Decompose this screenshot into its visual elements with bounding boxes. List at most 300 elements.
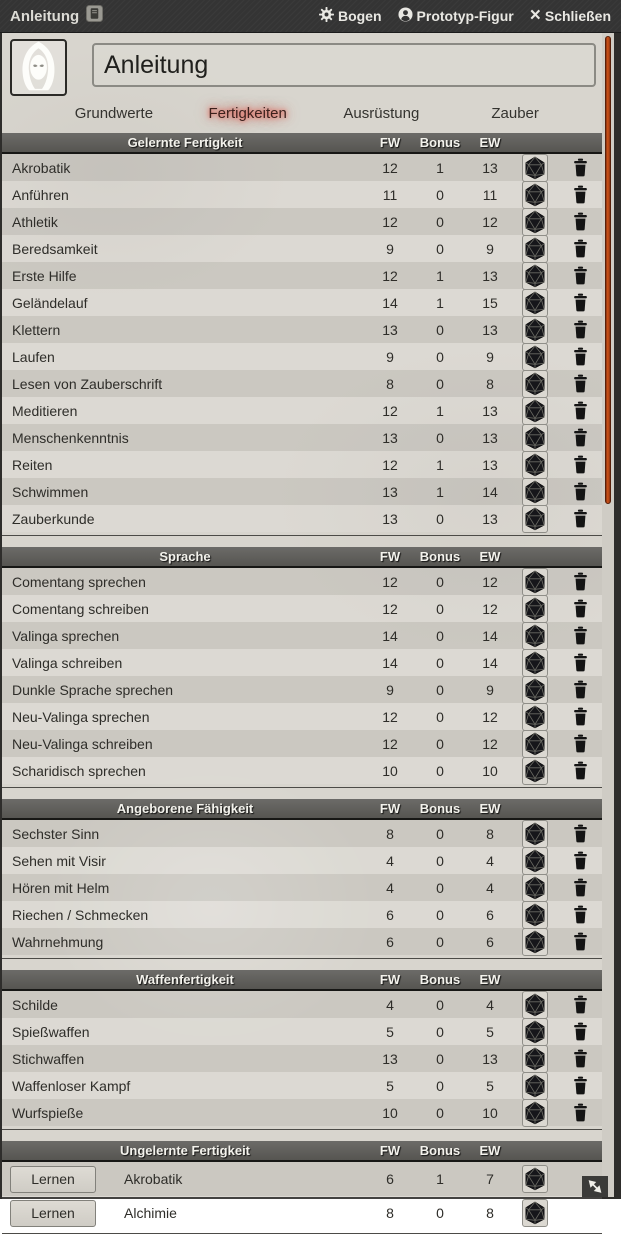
column-header-bonus: Bonus [419, 549, 461, 564]
skill-name: Spießwaffen [12, 1023, 90, 1040]
gear-icon [319, 7, 334, 25]
dice-cell [512, 1018, 558, 1046]
dice-cell [512, 757, 558, 785]
tab-grundwerte[interactable]: Grundwerte [74, 105, 154, 122]
section-title: Ungelernte Fertigkeit [119, 1143, 251, 1158]
skill-ew-value: 15 [482, 294, 498, 311]
delete-skill-button[interactable] [572, 266, 589, 285]
roll-dice-button[interactable] [522, 289, 548, 317]
roll-dice-button[interactable] [522, 676, 548, 704]
dice-cell [512, 703, 558, 731]
roll-dice-button[interactable] [522, 622, 548, 650]
delete-skill-button[interactable] [572, 239, 589, 258]
skill-name: Schilde [12, 996, 58, 1013]
skill-name: Valinga schreiben [12, 654, 123, 671]
trash-cell [558, 320, 602, 339]
dice-cell [512, 874, 558, 902]
dice-cell [512, 262, 558, 290]
delete-skill-button[interactable] [572, 401, 589, 420]
trash-cell [558, 653, 602, 672]
delete-skill-button[interactable] [572, 1049, 589, 1068]
skill-ew-value: 13 [482, 456, 498, 473]
trash-icon [572, 1049, 589, 1068]
delete-skill-button[interactable] [572, 347, 589, 366]
dice-cell [512, 370, 558, 398]
skill-ew-value: 6 [486, 906, 494, 923]
skill-row [2, 1196, 602, 1230]
skill-fw-value: 10 [382, 762, 398, 779]
trash-icon [572, 905, 589, 924]
d20-dice-icon [524, 822, 546, 846]
skill-fw-value: 11 [382, 186, 398, 203]
delete-skill-button[interactable] [572, 707, 589, 726]
column-header-fw: FW [379, 549, 401, 564]
roll-dice-button[interactable] [522, 505, 548, 533]
trash-cell [558, 626, 602, 645]
dice-cell [512, 730, 558, 758]
d20-dice-icon [524, 345, 546, 369]
roll-dice-button[interactable] [522, 181, 548, 209]
trash-cell [558, 932, 602, 951]
skill-bonus-value: 0 [436, 600, 444, 617]
skill-row [2, 991, 602, 1018]
skill-bonus-value: 0 [436, 708, 444, 725]
trash-icon [572, 401, 589, 420]
tab-fertigkeiten[interactable]: Fertigkeiten [208, 105, 287, 122]
roll-dice-button[interactable] [522, 1199, 548, 1227]
roll-dice-button[interactable] [522, 595, 548, 623]
skill-bonus-value: 1 [436, 402, 444, 419]
roll-dice-button[interactable] [522, 235, 548, 263]
delete-skill-button[interactable] [572, 851, 589, 870]
trash-cell [558, 851, 602, 870]
d20-dice-icon [524, 930, 546, 954]
dice-cell [512, 343, 558, 371]
d20-dice-icon [524, 1167, 546, 1191]
dice-cell [512, 451, 558, 479]
delete-skill-button[interactable] [572, 878, 589, 897]
delete-skill-button[interactable] [572, 482, 589, 501]
trash-cell [558, 266, 602, 285]
learn-skill-button[interactable]: Lernen [10, 1200, 96, 1227]
skill-fw-value: 6 [386, 1171, 394, 1187]
skill-bonus-value: 0 [436, 1077, 444, 1094]
trash-cell [558, 293, 602, 312]
skill-bonus-value: 0 [436, 825, 444, 842]
trash-icon [572, 626, 589, 645]
delete-skill-button[interactable] [572, 680, 589, 699]
roll-dice-button[interactable] [522, 154, 548, 182]
close-icon: × [529, 5, 541, 26]
d20-dice-icon [524, 480, 546, 504]
skill-bonus-value: 1 [436, 267, 444, 284]
roll-dice-button[interactable] [522, 1099, 548, 1127]
skill-row [2, 874, 602, 901]
d20-dice-icon [524, 156, 546, 180]
dice-cell [512, 568, 558, 596]
d20-dice-icon [524, 1020, 546, 1044]
delete-skill-button[interactable] [572, 905, 589, 924]
dice-cell [512, 1165, 558, 1193]
skill-bonus-value: 0 [436, 735, 444, 752]
skill-ew-value: 12 [482, 213, 498, 230]
column-header-ew: EW [479, 801, 501, 816]
close-button[interactable] [529, 5, 611, 26]
skill-bonus-value: 0 [436, 510, 444, 527]
skill-ew-value: 4 [486, 879, 494, 896]
skill-row [2, 208, 602, 235]
trash-icon [572, 932, 589, 951]
delete-skill-button[interactable] [572, 824, 589, 843]
skill-name: Alchimie [124, 1205, 177, 1221]
trash-cell [558, 572, 602, 591]
person-icon [398, 7, 413, 25]
roll-dice-button[interactable] [522, 343, 548, 371]
skill-row [2, 397, 602, 424]
roll-dice-button[interactable] [522, 397, 548, 425]
delete-skill-button[interactable] [572, 734, 589, 753]
roll-dice-button[interactable] [522, 820, 548, 848]
roll-dice-button[interactable] [522, 1072, 548, 1100]
trash-cell [558, 680, 602, 699]
skill-ew-value: 13 [482, 429, 498, 446]
skill-fw-value: 9 [386, 681, 394, 698]
d20-dice-icon [524, 372, 546, 396]
skill-bonus-value: 0 [436, 681, 444, 698]
section-header [2, 133, 602, 154]
trash-icon [572, 1103, 589, 1122]
skill-bonus-value: 0 [436, 321, 444, 338]
trash-icon [572, 653, 589, 672]
delete-skill-button[interactable] [572, 761, 589, 780]
skill-row [2, 1018, 602, 1045]
roll-dice-button[interactable] [522, 1018, 548, 1046]
skill-fw-value: 14 [382, 294, 398, 311]
roll-dice-button[interactable] [522, 757, 548, 785]
trash-icon [572, 599, 589, 618]
skill-name: Schwimmen [12, 483, 89, 500]
skill-row [2, 1072, 602, 1099]
skill-name: Lesen von Zauberschrift [12, 375, 163, 392]
dice-cell [512, 505, 558, 533]
d20-dice-icon [524, 237, 546, 261]
skill-bonus-value: 1 [436, 159, 444, 176]
skill-fw-value: 10 [382, 1104, 398, 1121]
sheet-button[interactable] [319, 7, 382, 25]
skill-ew-value: 14 [482, 654, 498, 671]
skill-fw-value: 5 [386, 1077, 394, 1094]
trash-icon [572, 1076, 589, 1095]
delete-skill-button[interactable] [572, 374, 589, 393]
dice-cell [512, 1199, 558, 1227]
skill-name: Meditieren [12, 402, 78, 419]
trash-cell [558, 1049, 602, 1068]
roll-dice-button[interactable] [522, 370, 548, 398]
dice-cell [512, 649, 558, 677]
d20-dice-icon [524, 453, 546, 477]
delete-skill-button[interactable] [572, 1022, 589, 1041]
skill-name: Reiten [12, 456, 53, 473]
column-header-bonus: Bonus [419, 1143, 461, 1158]
skill-fw-value: 13 [382, 429, 398, 446]
roll-dice-button[interactable] [522, 703, 548, 731]
skill-name: Scharidisch sprechen [12, 762, 146, 779]
avatar[interactable] [10, 39, 67, 96]
skill-row [2, 343, 602, 370]
roll-dice-button[interactable] [522, 208, 548, 236]
skill-row [2, 505, 602, 532]
delete-skill-button[interactable] [572, 320, 589, 339]
skill-bonus-value: 0 [436, 348, 444, 365]
delete-skill-button[interactable] [572, 212, 589, 231]
trash-cell [558, 995, 602, 1014]
skill-row [2, 928, 602, 955]
column-header-ew: EW [479, 135, 501, 150]
trash-icon [572, 1022, 589, 1041]
skill-ew-value: 8 [486, 1205, 494, 1221]
skill-fw-value: 12 [382, 159, 398, 176]
skill-ew-value: 8 [486, 375, 494, 392]
trash-icon [572, 212, 589, 231]
trash-icon [572, 995, 589, 1014]
skill-ew-value: 5 [486, 1077, 494, 1094]
d20-dice-icon [524, 318, 546, 342]
roll-dice-button[interactable] [522, 1045, 548, 1073]
skill-name: Sechster Sinn [12, 825, 100, 842]
skill-row [2, 730, 602, 757]
section-divider [2, 958, 602, 959]
delete-skill-button[interactable] [572, 653, 589, 672]
trash-icon [572, 428, 589, 447]
skill-fw-value: 5 [386, 1023, 394, 1040]
skill-name: Riechen / Schmecken [12, 906, 149, 923]
roll-dice-button[interactable] [522, 730, 548, 758]
section-header [2, 970, 602, 991]
skill-fw-value: 12 [382, 402, 398, 419]
d20-dice-icon [524, 1101, 546, 1125]
skill-bonus-value: 0 [436, 573, 444, 590]
trash-cell [558, 824, 602, 843]
sheet-content [2, 33, 602, 1221]
book-icon [86, 5, 103, 27]
skill-name: Comentang schreiben [12, 600, 149, 617]
dice-cell [512, 928, 558, 956]
roll-dice-button[interactable] [522, 424, 548, 452]
d20-dice-icon [524, 651, 546, 675]
trash-icon [572, 158, 589, 177]
scrollbar-thumb[interactable] [605, 36, 611, 504]
skill-bonus-value: 0 [436, 654, 444, 671]
delete-skill-button[interactable] [572, 995, 589, 1014]
d20-dice-icon [524, 1047, 546, 1071]
skill-fw-value: 9 [386, 240, 394, 257]
delete-skill-button[interactable] [572, 572, 589, 591]
delete-skill-button[interactable] [572, 455, 589, 474]
trash-cell [558, 482, 602, 501]
tab-bar [2, 105, 602, 124]
skill-fw-value: 14 [382, 627, 398, 644]
trash-icon [572, 734, 589, 753]
d20-dice-icon [524, 993, 546, 1017]
skill-bonus-value: 1 [436, 456, 444, 473]
delete-skill-button[interactable] [572, 185, 589, 204]
prototype-figure-button[interactable] [398, 7, 514, 25]
section-divider [2, 535, 602, 536]
section-header [2, 547, 602, 568]
dice-cell [512, 847, 558, 875]
column-header-bonus: Bonus [419, 972, 461, 987]
skill-row [2, 1162, 602, 1196]
skill-bonus-value: 1 [436, 1171, 444, 1187]
skill-section [2, 133, 602, 536]
d20-dice-icon [524, 705, 546, 729]
roll-dice-button[interactable] [522, 262, 548, 290]
skill-ew-value: 14 [482, 627, 498, 644]
delete-skill-button[interactable] [572, 293, 589, 312]
skill-ew-value: 12 [482, 573, 498, 590]
trash-cell [558, 1076, 602, 1095]
skill-name: Akrobatik [12, 159, 71, 176]
delete-skill-button[interactable] [572, 428, 589, 447]
delete-skill-button[interactable] [572, 158, 589, 177]
skill-ew-value: 4 [486, 996, 494, 1013]
roll-dice-button[interactable] [522, 901, 548, 929]
skill-row [2, 901, 602, 928]
skill-row [2, 424, 602, 451]
skill-bonus-value: 0 [436, 879, 444, 896]
dice-cell [512, 208, 558, 236]
roll-dice-button[interactable] [522, 316, 548, 344]
d20-dice-icon [524, 876, 546, 900]
skill-section [2, 799, 602, 959]
skill-ew-value: 4 [486, 852, 494, 869]
roll-dice-button[interactable] [522, 649, 548, 677]
dice-cell [512, 1072, 558, 1100]
resize-handle-icon[interactable] [582, 1176, 608, 1197]
section-title: Sprache [159, 549, 211, 564]
trash-cell [558, 455, 602, 474]
close-button-label: Schließen [544, 8, 611, 24]
learn-skill-button[interactable]: Lernen [10, 1166, 96, 1193]
skill-name: Wurfspieße [12, 1104, 84, 1121]
delete-skill-button[interactable] [572, 599, 589, 618]
character-name-input[interactable] [92, 43, 596, 87]
skill-ew-value: 13 [482, 321, 498, 338]
d20-dice-icon [524, 597, 546, 621]
skill-fw-value: 4 [386, 996, 394, 1013]
trash-cell [558, 1103, 602, 1122]
skill-fw-value: 8 [386, 375, 394, 392]
roll-dice-button[interactable] [522, 991, 548, 1019]
skill-row [2, 676, 602, 703]
skill-ew-value: 12 [482, 600, 498, 617]
skill-name: Menschenkenntnis [12, 429, 129, 446]
delete-skill-button[interactable] [572, 509, 589, 528]
skill-name: Waffenloser Kampf [12, 1077, 131, 1094]
skill-bonus-value: 0 [436, 852, 444, 869]
section-header [2, 799, 602, 820]
titlebar-actions [319, 7, 611, 25]
trash-cell [558, 761, 602, 780]
roll-dice-button[interactable] [522, 874, 548, 902]
d20-dice-icon [524, 507, 546, 531]
trash-cell [558, 374, 602, 393]
skill-ew-value: 9 [486, 348, 494, 365]
trash-icon [572, 851, 589, 870]
roll-dice-button[interactable] [522, 1165, 548, 1193]
d20-dice-icon [524, 759, 546, 783]
prototype-figure-label: Prototyp-Figur [416, 8, 514, 24]
skill-row [2, 703, 602, 730]
column-header-ew: EW [479, 972, 501, 987]
skill-fw-value: 12 [382, 735, 398, 752]
skill-row [2, 1099, 602, 1126]
roll-dice-button[interactable] [522, 568, 548, 596]
skill-ew-value: 14 [482, 483, 498, 500]
dice-cell [512, 991, 558, 1019]
skill-fw-value: 13 [382, 483, 398, 500]
section-title: Angeborene Fähigkeit [116, 801, 254, 816]
dice-cell [512, 622, 558, 650]
tab-zauber[interactable]: Zauber [491, 105, 539, 122]
skill-fw-value: 8 [386, 1205, 394, 1221]
learn-cell [2, 1200, 114, 1227]
trash-cell [558, 185, 602, 204]
skill-fw-value: 13 [382, 321, 398, 338]
section-divider [2, 787, 602, 788]
skill-fw-value: 12 [382, 213, 398, 230]
skill-ew-value: 8 [486, 825, 494, 842]
skill-row [2, 595, 602, 622]
skill-bonus-value: 0 [436, 627, 444, 644]
tab-ausruestung[interactable]: Ausrüstung [343, 105, 420, 122]
skill-name: Stichwaffen [12, 1050, 85, 1067]
skill-row [2, 154, 602, 181]
titlebar [0, 0, 621, 33]
column-header-bonus: Bonus [419, 135, 461, 150]
delete-skill-button[interactable] [572, 626, 589, 645]
titlebar-left [10, 5, 103, 27]
roll-dice-button[interactable] [522, 451, 548, 479]
trash-icon [572, 824, 589, 843]
roll-dice-button[interactable] [522, 928, 548, 956]
trash-cell [558, 401, 602, 420]
delete-skill-button[interactable] [572, 1103, 589, 1122]
d20-dice-icon [524, 903, 546, 927]
dice-cell [512, 820, 558, 848]
dice-cell [512, 901, 558, 929]
trash-cell [558, 158, 602, 177]
skill-ew-value: 13 [482, 159, 498, 176]
skill-row [2, 847, 602, 874]
d20-dice-icon [524, 210, 546, 234]
column-header-ew: EW [479, 1143, 501, 1158]
skill-fw-value: 12 [382, 708, 398, 725]
dice-cell [512, 676, 558, 704]
trash-icon [572, 185, 589, 204]
skill-bonus-value: 0 [436, 1050, 444, 1067]
dice-cell [512, 289, 558, 317]
trash-cell [558, 212, 602, 231]
delete-skill-button[interactable] [572, 932, 589, 951]
scrollbar[interactable] [602, 33, 614, 1197]
skill-row [2, 820, 602, 847]
roll-dice-button[interactable] [522, 847, 548, 875]
skill-row [2, 370, 602, 397]
trash-icon [572, 761, 589, 780]
roll-dice-button[interactable] [522, 478, 548, 506]
delete-skill-button[interactable] [572, 1076, 589, 1095]
